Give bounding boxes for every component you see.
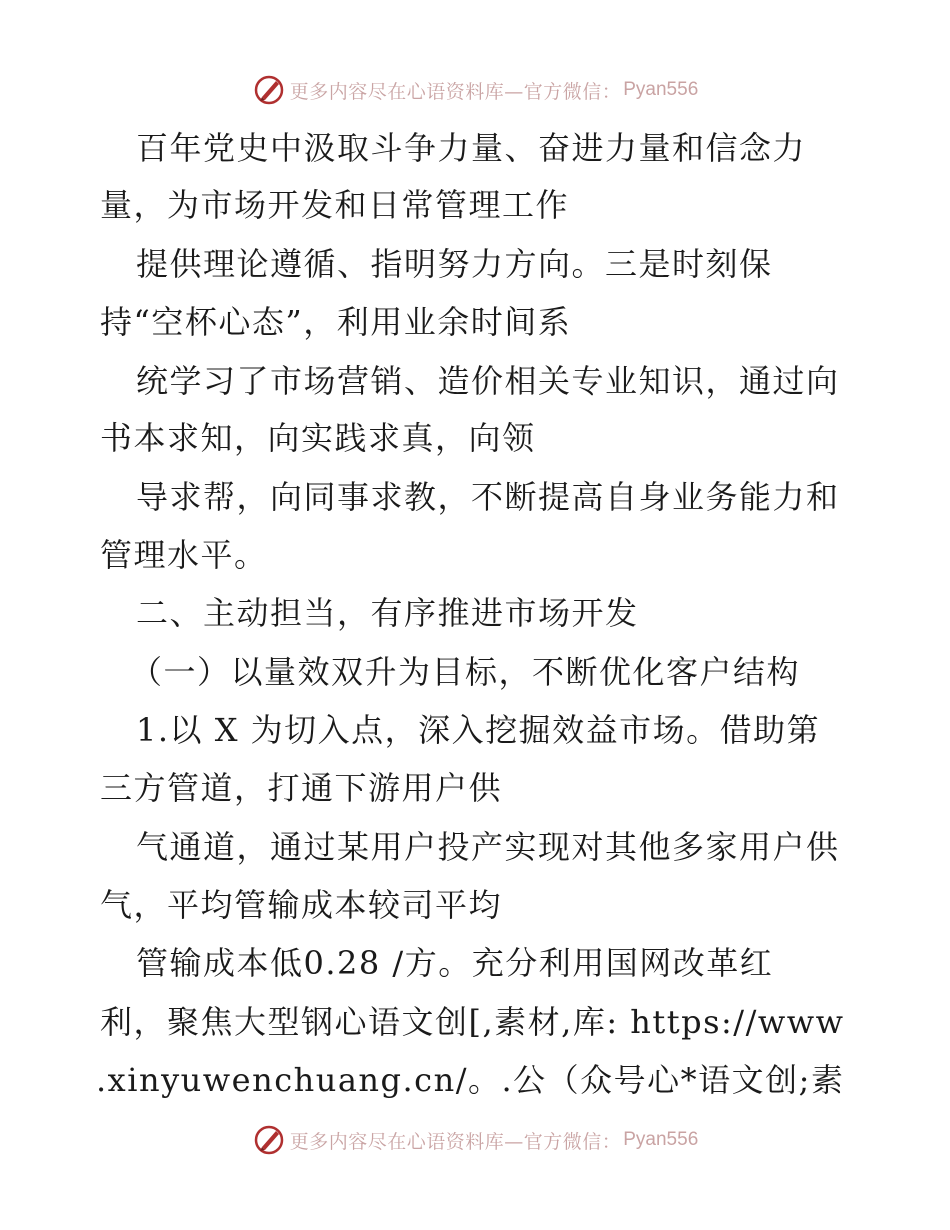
text-line: 管理水平。 (100, 536, 268, 574)
text-line: 持“空杯心态”，利用业余时间系 (100, 303, 572, 341)
text-line: 量，为市场开发和日常管理工作 (100, 186, 570, 224)
text-line: .xinyuwenchuang.cn/。.公（众号心*语文创;素 (96, 1061, 845, 1099)
text-line: 导求帮，向同事求教，不断提高自身业务能力和 (136, 478, 840, 516)
watermark-contact: Pyan556 (623, 79, 699, 100)
text-line: 统学习了市场营销、造价相关专业知识，通过向 (136, 362, 840, 400)
text-line: 管输成本低0.28 /方。充分利用国网改革红 (136, 944, 774, 982)
subsection-heading: （一）以量效双升为目标，不断优化客户结构 (130, 653, 801, 691)
footer-watermark (0, 1120, 950, 1160)
text-line: 三方管道，打通下游用户供 (100, 769, 503, 807)
watermark-text: 更多内容尽在心语资料库—官方微信： (289, 80, 622, 103)
watermark-text: 更多内容尽在心语资料库—官方微信： (289, 1130, 622, 1153)
watermark-contact: Pyan556 (623, 1129, 699, 1150)
pen-logo-icon (252, 1123, 286, 1157)
text-line: 提供理论遵循、指明努力方向。三是时刻保 (136, 245, 773, 283)
text-line: 百年党史中汲取斗争力量、奋进力量和信念力 (136, 129, 807, 167)
text-line: 气，平均管输成本较司平均 (100, 886, 503, 924)
section-heading: 二、主动担当，有序推进市场开发 (136, 594, 639, 632)
text-line: 利，聚焦大型钢心语文创[,素材,库: https://www (100, 1003, 845, 1041)
text-line: 书本求知，向实践求真，向领 (100, 419, 536, 457)
text-line: 气通道，通过某用户投产实现对其他多家用户供 (136, 828, 840, 866)
text-line: 1.以 X 为切入点，深入挖掘效益市场。借助第 (136, 711, 821, 749)
